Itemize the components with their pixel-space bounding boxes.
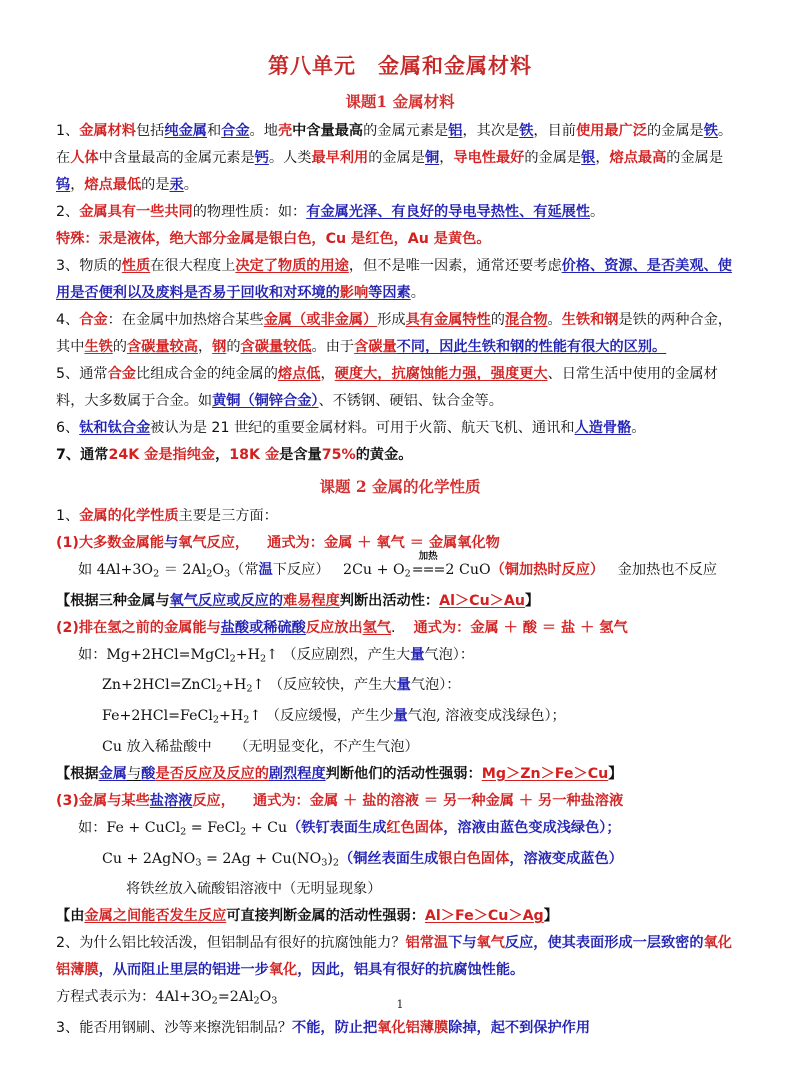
text-run: 18K 金 xyxy=(229,447,280,463)
subscript: 2 xyxy=(215,684,223,696)
bracket-note-1 xyxy=(56,588,744,615)
text-run: （反应剧烈，产生大 xyxy=(282,646,411,663)
text-run: 下与 xyxy=(448,935,477,952)
text-run: 24K 金是指纯金 xyxy=(108,447,216,463)
text-run: 合金 xyxy=(79,312,108,328)
text-run: ，因此，铝具有很好的抗腐蚀性能。 xyxy=(297,962,525,979)
bracket-note-3 xyxy=(56,903,744,930)
text-run: 【根据 xyxy=(56,765,99,782)
text-run: Zn+2HCl=ZnCl xyxy=(102,677,216,694)
text-run: 的物理性质：如： xyxy=(192,204,307,220)
text-run: 量 xyxy=(396,677,411,694)
text-run: 决定了物质的用途 xyxy=(235,258,349,274)
text-run: 混合物 xyxy=(504,312,548,328)
text-run: 是铁的两种合金，其中 xyxy=(56,312,732,355)
item-2-number: 2、 xyxy=(56,204,80,220)
text-run: （铜加热时反应） xyxy=(490,562,605,578)
text-run: + Cu xyxy=(246,819,288,836)
text-run: 。由于 xyxy=(311,339,355,355)
text-run: 的金属元素是 xyxy=(363,123,449,139)
text-run: ， xyxy=(439,150,454,166)
subscript: 3 xyxy=(321,857,328,869)
text-run: 与 xyxy=(163,535,179,551)
text-run: （反应缓慢，产生少 xyxy=(265,708,394,725)
list-item-7 xyxy=(56,442,744,469)
text-run: 】 xyxy=(608,765,623,782)
text-run: 方程式表示为：4Al+3O xyxy=(56,989,212,1006)
text-run: 金属之间能否发生反应 xyxy=(84,908,227,925)
text-run: （铜丝表面生成 xyxy=(339,850,439,867)
text-run: 钙 xyxy=(254,150,269,166)
subscript: 2 xyxy=(404,568,411,580)
text-run: 剧烈程度 xyxy=(268,765,326,782)
question-3 xyxy=(56,1015,744,1042)
text-run: ：在金属中加热熔合某些 xyxy=(107,312,264,328)
item-7-number: 7、 xyxy=(56,447,81,463)
text-run: 、日常生活中使用的金属材料，大多数属于合金。如 xyxy=(56,366,718,409)
text-run: = FeCl xyxy=(186,819,241,836)
text-run: 。 xyxy=(547,312,562,328)
text-run: 银白色固体 xyxy=(438,850,510,867)
text-run: 量 xyxy=(410,646,425,663)
text-run: 。 xyxy=(183,177,198,193)
text-run: 、不锈钢、硬铝、钛合金等。 xyxy=(318,393,503,409)
general-formula-salt: 金属 ＋ 盐的溶液 ＝ 另一种金属 ＋ 另一种盐溶液 xyxy=(309,792,624,809)
topic1-heading: 课题1 金属材料 xyxy=(345,92,455,111)
text-run: 的金属是 xyxy=(666,150,724,166)
item-1-number: 1、 xyxy=(56,123,80,139)
text-run: 【由 xyxy=(56,908,85,925)
text-run: 是否反应及反应的 xyxy=(155,765,269,782)
subscript: 2 xyxy=(211,995,218,1007)
item-5-number: 5、 xyxy=(56,366,80,382)
text-run: 通常 xyxy=(79,366,108,382)
text-run: 最早利用 xyxy=(311,150,369,166)
subscript: 2 xyxy=(243,714,250,726)
text-run: 银 xyxy=(581,150,596,166)
text-run: （无明显变化，不产生气泡） xyxy=(234,738,419,755)
activity-series-acid: Mg＞Zn＞Fe＞Cu xyxy=(481,765,609,782)
text-run: ，但不是唯一因素，通常还要考虑 xyxy=(348,258,562,274)
text-run: 量 xyxy=(393,708,408,725)
text-run: 钛和钛合金 xyxy=(79,420,151,436)
gas-arrow-icon: ↑ xyxy=(266,646,278,663)
text-run: 生铁 xyxy=(84,339,113,355)
text-run: 氧气 xyxy=(476,935,505,952)
text-run: 的黄金。 xyxy=(355,447,413,463)
text-run: 氧化 xyxy=(268,962,298,979)
text-run: 纯金属 xyxy=(164,123,207,139)
text-run: 铝 xyxy=(448,123,463,139)
text-run: ， xyxy=(197,339,213,355)
text-run: 黄铜（铜锌合金） xyxy=(212,393,319,409)
equation-fe-cucl2 xyxy=(56,815,744,846)
list-item-2 xyxy=(56,199,744,226)
gas-arrow-icon: ↑ xyxy=(249,708,262,725)
text-run: 判断出活动性： xyxy=(339,592,440,609)
text-run: 最广泛 xyxy=(604,123,647,139)
text-run: 抗腐蚀能力强，强度更大 xyxy=(391,366,548,382)
subscript: 2 xyxy=(253,995,260,1007)
text-run: ， xyxy=(215,447,230,463)
section-2-acid xyxy=(56,615,744,642)
text-run: 2、 xyxy=(56,935,80,952)
text-run: 为什么铝比较活泼，但铝制品有很好的抗腐蚀能力？ xyxy=(79,935,406,952)
text-run: 致密的 xyxy=(660,935,704,952)
text-run: 的 xyxy=(112,339,127,355)
text-run: +H xyxy=(235,646,260,663)
equals-bar: === xyxy=(411,562,445,578)
list-item-1 xyxy=(56,118,744,199)
text-run: 通常 xyxy=(80,447,109,463)
gas-arrow-icon: ↑ xyxy=(252,677,265,694)
text-run: Cu + 2AgNO xyxy=(102,850,196,867)
text-run: 铁 xyxy=(519,123,534,139)
subscript: 2 xyxy=(212,714,220,726)
list-item-6 xyxy=(56,415,744,442)
subscript: 2 xyxy=(206,568,213,580)
subscript: 2 xyxy=(240,826,247,838)
text-run: ， xyxy=(320,366,335,382)
text-run: Cu 放入稀盐酸中 xyxy=(102,738,212,755)
text-run: 使用 xyxy=(575,123,605,139)
text-run: ＝ 2Al xyxy=(159,562,207,578)
text-run: 熔点最高 xyxy=(609,150,667,166)
condition-label: 加热 xyxy=(418,551,438,562)
item-6-number: 6、 xyxy=(56,420,80,436)
text-run: +H xyxy=(219,708,244,725)
text-run: 金属的化学性质 xyxy=(79,508,179,524)
text-run: 判断他们的活动性强弱： xyxy=(325,765,482,782)
text-run: ， xyxy=(70,177,85,193)
subscript: 2 xyxy=(180,826,187,838)
text-run: 铝常温 xyxy=(405,935,449,952)
text-run: 2 CuO xyxy=(445,562,491,578)
text-run: 中含量最高的金属元素是 xyxy=(98,150,255,166)
text-run: 通式为： xyxy=(413,619,471,636)
text-run: 反应， xyxy=(192,792,235,809)
text-run: =2Al xyxy=(217,989,254,1006)
text-run: 除掉，起不到保护作用 xyxy=(448,1019,591,1036)
text-run: 可直接判断金属的活动性强弱： xyxy=(226,908,425,925)
text-run: 影响 xyxy=(339,285,369,301)
text-run: 金属（或非金属） xyxy=(263,312,378,328)
text-run: （反应较快，产生大 xyxy=(268,677,397,694)
text-run: 。 xyxy=(410,285,425,301)
text-run: 红色固体 xyxy=(386,819,444,836)
text-run: (2)排在氢之前的金属能与 xyxy=(56,619,221,636)
subscript: 3 xyxy=(271,995,278,1007)
text-run: 下反应） xyxy=(272,562,330,578)
text-run: 含碳量 xyxy=(354,339,397,355)
text-run: 比组成合金的纯金属的 xyxy=(136,366,278,382)
text-run: ，从而阻止里层的铝进一步 xyxy=(98,962,269,979)
text-run: （常 xyxy=(230,562,259,578)
text-run: 能否用钢刷、沙等来擦洗铝制品？ xyxy=(79,1019,293,1036)
text-run: 的金属是 xyxy=(646,123,704,139)
page-title: 第八单元 金属和金属材料 xyxy=(268,53,532,78)
text-run: 酸 xyxy=(141,765,156,782)
text-run: 钢 xyxy=(212,339,227,355)
text-run: 在很大程度上 xyxy=(150,258,236,274)
text-run: 熔点最低 xyxy=(84,177,142,193)
text-run: 气泡）： xyxy=(424,646,475,663)
text-run: 75% xyxy=(321,447,356,463)
text-run: 硬度大， xyxy=(334,366,392,382)
general-formula-oxygen: 金属 ＋ 氧气 ＝ 金属氧化物 xyxy=(323,535,500,551)
subscript: 3 xyxy=(224,568,231,580)
text-run: 合金 xyxy=(107,366,136,382)
text-run: 铁 xyxy=(703,123,718,139)
text-run: 氧气反应或反应的 xyxy=(169,592,284,609)
topic2-intro xyxy=(56,503,744,530)
text-run: 气泡）： xyxy=(410,677,461,694)
question-2 xyxy=(56,930,744,984)
text-run: 具有金属特性 xyxy=(405,312,491,328)
text-run: 含碳量较低 xyxy=(240,339,312,355)
text-run: 物质的 xyxy=(79,258,122,274)
text-run: 气泡, 溶液变成浅绿色）； xyxy=(407,708,566,725)
text-run: 主要是三方面： xyxy=(178,508,278,524)
text-run: 的 xyxy=(226,339,241,355)
text-run: 的金属是 xyxy=(368,150,425,166)
reaction-condition-heat xyxy=(411,551,445,578)
text-run: 将铁丝放入硫酸铝溶液中（无明显现象） xyxy=(126,881,382,898)
text-run: 包括 xyxy=(135,123,165,139)
text-run: 铜 xyxy=(424,150,440,166)
topic2-heading: 课题 2 金属的化学性质 xyxy=(319,477,481,496)
text-run: 1、 xyxy=(56,508,80,524)
text-run: 形成 xyxy=(377,312,406,328)
text-run: O xyxy=(212,562,225,578)
text-run: ，溶液由蓝色变成浅绿色）； xyxy=(443,819,621,836)
text-run: 有金属光泽、有良好的导电导热性、有延展性 xyxy=(306,204,591,220)
text-run: 氧气反应， xyxy=(178,535,250,551)
equation-oxygen-line xyxy=(56,551,744,588)
text-run: 等因素 xyxy=(368,285,411,301)
text-run: 盐溶液 xyxy=(149,792,193,809)
text-run: 反应，使其表面形成一层 xyxy=(504,935,661,952)
list-item-5 xyxy=(56,361,744,415)
equation-cu-agno3 xyxy=(56,846,744,877)
text-run: 熔点低 xyxy=(277,366,321,382)
text-run: 金属 xyxy=(98,765,127,782)
text-run: 。在 xyxy=(56,123,733,166)
text-run: 价格、资源、是否美观、使用是否便利以及废料是否易于回收和对环境的 xyxy=(56,258,732,301)
text-run: ，溶液变成蓝色） xyxy=(509,850,623,867)
text-run: 氢气 xyxy=(362,619,392,636)
text-run: 与 xyxy=(126,765,142,782)
text-run: 通式为： xyxy=(252,792,310,809)
text-run: 的金属是 xyxy=(524,150,582,166)
subscript: 3 xyxy=(195,857,202,869)
text-run: 如：Fe + CuCl xyxy=(78,819,181,836)
page-number: 1 xyxy=(396,998,404,1011)
text-run: 盐酸或稀硫酸 xyxy=(220,619,306,636)
text-run: +H xyxy=(222,677,247,694)
text-run: 如：Mg+2HCl=MgCl xyxy=(78,646,230,663)
text-run: 】 xyxy=(543,908,558,925)
equation-zn-hcl xyxy=(56,672,744,703)
text-run: 。地 xyxy=(249,123,278,139)
text-run: 。人类 xyxy=(268,150,312,166)
text-run: 合金 xyxy=(221,123,250,139)
text-run: 。 xyxy=(631,420,646,436)
text-run: (1)大多数金属能 xyxy=(56,535,164,551)
text-run: (3)金属与某些 xyxy=(56,792,150,809)
subscript: 2 xyxy=(246,684,253,696)
text-run: 性质 xyxy=(121,258,151,274)
text-run: 特殊：汞是液体，绝大部分金属是银白色，Cu 是红色，Au 是黄色。 xyxy=(56,231,491,247)
text-run: 被认为是 21 世纪的重要金属材料。可用于火箭、航天飞机、通讯和 xyxy=(150,420,575,436)
text-run: 如 4Al+3O xyxy=(78,562,154,578)
section-3-salt xyxy=(56,788,744,815)
item-4-number: 4、 xyxy=(56,312,80,328)
text-run: 的 xyxy=(490,312,505,328)
text-run: ，目前 xyxy=(533,123,576,139)
text-run: 钨 xyxy=(56,177,71,193)
text-run: 是含量 xyxy=(279,447,322,463)
text-run: 生铁和钢 xyxy=(561,312,619,328)
activity-series-metals: Al＞Fe＞Cu＞Ag xyxy=(424,908,544,925)
text-run: 人体 xyxy=(70,150,99,166)
text-run: 壳 xyxy=(277,123,293,139)
text-run: Fe+2HCl=FeCl xyxy=(102,708,213,725)
text-run: 导电性 xyxy=(453,150,496,166)
text-run: 含碳量较高 xyxy=(126,339,198,355)
subscript: 2 xyxy=(229,653,236,665)
section-1-oxygen xyxy=(56,530,744,557)
text-run: 中含量最高 xyxy=(292,123,364,139)
equation-fe-hcl xyxy=(56,703,744,734)
text-run: 金加热也不反应 xyxy=(617,562,717,578)
text-run: 。 xyxy=(590,204,605,220)
text-run: 难易程度 xyxy=(283,592,340,609)
text-run: 人造骨骼 xyxy=(574,420,632,436)
equation-mg-hcl xyxy=(56,642,744,673)
text-run: 3、 xyxy=(56,1019,80,1036)
item-3-number: 3、 xyxy=(56,258,80,274)
observation-cu-hcl xyxy=(56,734,744,761)
text-run: 【根据三种金属与 xyxy=(56,592,170,609)
text-run: 汞 xyxy=(169,177,184,193)
text-run: 氧化铝薄膜 xyxy=(377,1019,449,1036)
text-run: ， xyxy=(595,150,610,166)
text-run: 2Cu + O xyxy=(343,562,405,578)
text-run: . xyxy=(391,619,396,636)
text-run: 不能，防止把 xyxy=(292,1019,378,1036)
observation-fe-al2so43 xyxy=(56,876,744,903)
text-run: （铁钉表面生成 xyxy=(287,819,387,836)
activity-series-oxygen: Al＞Cu＞Au xyxy=(439,592,525,609)
text-run: 金属材料 xyxy=(79,123,136,139)
list-item-3 xyxy=(56,253,744,307)
text-run: = 2Ag + Cu(NO xyxy=(201,850,322,867)
subscript: 2 xyxy=(153,568,160,580)
text-run: 金属具有一些共同 xyxy=(79,204,193,220)
text-run: O xyxy=(259,989,272,1006)
text-run: 的是 xyxy=(141,177,170,193)
text-run: ) xyxy=(327,850,333,867)
text-run: 通式为： xyxy=(267,535,324,551)
text-run: 氧化铝薄膜 xyxy=(56,935,732,979)
text-run: 不同，因此生铁和钢的性能有很大的区别。 xyxy=(396,339,667,355)
text-run: 最好 xyxy=(495,150,525,166)
general-formula-acid: 金属 ＋ 酸 ＝ 盐 ＋ 氢气 xyxy=(470,619,628,636)
list-item-4 xyxy=(56,307,744,361)
text-run: 和 xyxy=(206,123,222,139)
subscript: 2 xyxy=(332,857,340,869)
text-run: 温 xyxy=(258,562,273,578)
text-run: 反应放出 xyxy=(305,619,363,636)
bracket-note-2 xyxy=(56,761,744,788)
subscript: 2 xyxy=(259,653,267,665)
list-item-2-special xyxy=(56,226,744,253)
text-run: ，其次是 xyxy=(462,123,520,139)
text-run: 】 xyxy=(524,592,540,609)
